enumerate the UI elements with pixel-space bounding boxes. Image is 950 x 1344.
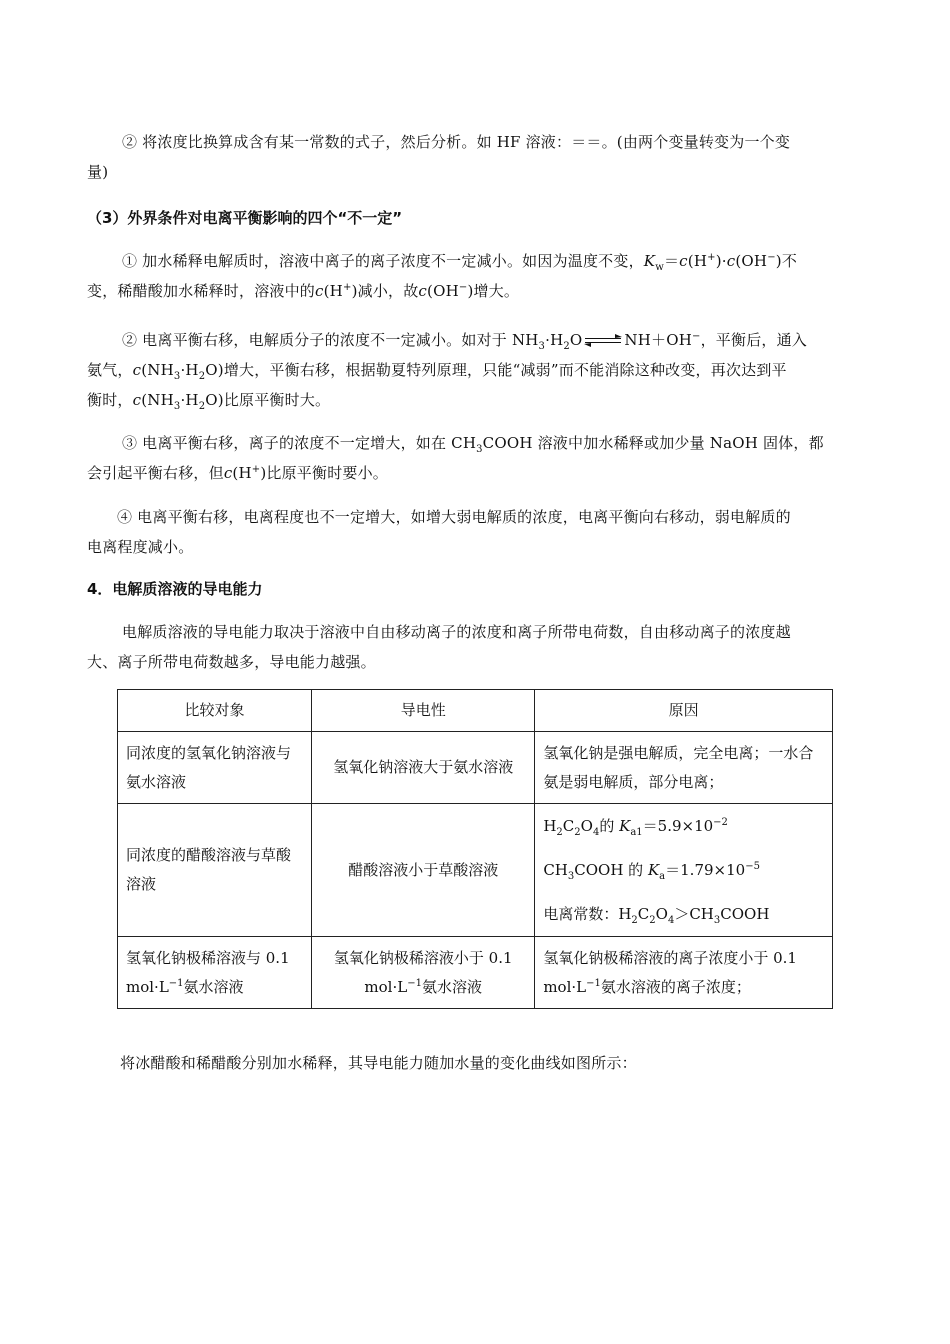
header-cell: 比较对象 xyxy=(118,690,312,732)
table-cell: 醋酸溶液小于草酸溶液 xyxy=(312,804,535,937)
table-row xyxy=(118,732,833,804)
table-cell: $H_2C_2O_4$的 $K_{a1}=5.9\times 10^{-2}$ $CH_3COOH$ 的 $K_a=1.79\times 10^{-5}$ 电离常数：$H_2C_2O_4>CH_3COOH$ xyxy=(535,804,833,937)
header-cell: 导电性 xyxy=(312,690,535,732)
table-cell: 氢氧化钠极稀溶液与 0.1 $mol\cdot L^{-1}$氨水溶液 xyxy=(118,937,312,1009)
equilibrium-arrow-icon xyxy=(585,336,621,346)
paragraph-figure-intro: 将冰醋酸和稀醋酸分别加水稀释，其导电能力随加水量的变化曲线如图所示： xyxy=(120,1054,637,1072)
paragraph-point-4: ④ 电离平衡右移，电离程度也不一定增大，如增大弱电解质的浓度，电离平衡向右移动，弱电解质的 电离程度减小。 xyxy=(87,508,791,556)
heading-section-4: 4．电解质溶液的导电能力 xyxy=(87,580,263,598)
heading-section-3: （3）外界条件对电离平衡影响的四个“不一定” xyxy=(87,209,403,227)
table-cell: 同浓度的醋酸溶液与草酸溶液 xyxy=(118,804,312,937)
paragraph-ratio-method: ② 将浓度比换算成含有某一常数的式子，然后分析。如 HF 溶液：＝＝。(由两个变量转变为一个变 量) xyxy=(87,133,791,181)
table-cell: 同浓度的氢氧化钠溶液与氨水溶液 xyxy=(118,732,312,804)
paragraph-conductivity: 电解质溶液的导电能力取决于溶液中自由移动离子的浓度和离子所带电荷数，自由移动离子的浓度越 大、离子所带电荷数越多，导电能力越强。 xyxy=(87,623,791,671)
table-row xyxy=(118,804,833,937)
paragraph-point-1: ① 加水稀释电解质时，溶液中离子的离子浓度不一定减小。如因为温度不变，$K_w=c(H^+)\cdot c(OH^-)$不 变，稀醋酸加水稀释时，溶液中的c(H+)减小，故c(OH−)增大。 xyxy=(87,252,798,300)
paragraph-point-2: ② 电离平衡右移，电解质分子的浓度不一定减小。如对于 $NH_3\cdot H_2O$ NH＋OH−，平衡后，通入 氨气，$c(NH_3\cdot H_2O)$增大，平衡右移，根据勒夏特列原理，只能“减弱”而不能消除这种改变，再次达到平 衡时，$c(NH_3\cdot H_2O)$比原平衡时大。 xyxy=(87,331,808,412)
table-cell: 氢氧化钠极稀溶液小于 0.1 $mol\cdot L^{-1}$氨水溶液 xyxy=(312,937,535,1009)
table-cell: 氢氧化钠是强电解质，完全电离；一水合氨是弱电解质，部分电离； xyxy=(535,732,833,804)
table-header-row xyxy=(118,690,833,732)
comparison-table xyxy=(117,689,833,1009)
table-cell: 氢氧化钠极稀溶液的离子浓度小于 0.1 $mol\cdot L^{-1}$氨水溶液的离子浓度； xyxy=(535,937,833,1009)
paragraph-point-3: ③ 电离平衡右移，离子的浓度不一定增大，如在 $CH_3COOH$ 溶液中加水稀释或加少量 NaOH 固体，都 会引起平衡右移，但c(H+)比原平衡时要小。 xyxy=(87,434,824,482)
table-cell: 氢氧化钠溶液大于氨水溶液 xyxy=(312,732,535,804)
header-cell: 原因 xyxy=(535,690,833,732)
table-row xyxy=(118,937,833,1009)
